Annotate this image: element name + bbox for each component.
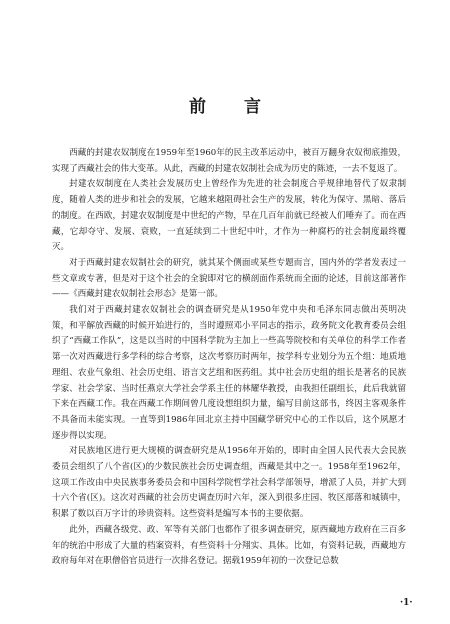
paragraph: 封建农奴制度在人类社会发展历史上曾经作为先进的社会制度合乎规律地替代了奴隶制度，随着人类的进步和社会的发展，它越来越阻碍社会生产的发展，转化为保守、黑暗、落后的制度。在西欧，封建农奴制度是中世纪的产物，早在几百年前就已经被人们唾弃了。而在西藏，它却夺守、发展、衰败，一直延续到二十世纪中叶，才作为一种腐朽的社会制度最终覆灭。 — [52, 179, 406, 253]
page-title: 前 言 — [189, 97, 277, 117]
body-text — [52, 146, 406, 570]
paragraph: 我们对于西藏封建农奴制社会的调查研究是从1950年党中央和毛泽东同志做出英明决策，和平解放西藏的时候开始进行的，当时遵照邓小平同志的指示，政务院文化教育委员会组织了“西藏工作队”，这是以当时的中国科学院为主加上一些高等院校和有关单位的科学工作者第一次对西藏进行多学科的综合考察，这次考察历时两年，按学科专业划分为五个组：地质地理组、农业气象组、社会历史组、语言文艺组和医药组。其中社会历史组的组长是著名的民族学家、社会学家、当时任燕京大学社会学系主任的林耀华教授，由我担任副组长，此后我就留下来在西藏工作。我在西藏工作期间曾几度设想组织力量，编写目前这部书，终因主客观条件不具备而未能实现。一直等到1986年回北京主持中国藏学研究中心的工作以后，这个夙愿才逐步得以实现。 — [52, 305, 406, 441]
paragraph: 对民族地区进行更大规模的调查研究是从1956年开始的，即时由全国人民代表大会民族委员会组织了八个省(区)的少数民族社会历史调查组，西藏是其中之一。1958年至1962年，这项工作改由中央民族事务委员会和中国科学院哲学社会科学部领导，增派了人员，并扩大到十六个省(区)。这次对西藏的社会历史调查历时六年，深入到很多庄园、牧区部落和城镇中，积累了数以百万字计的珍贵资料。这些资料是编写本书的主要依据。 — [52, 446, 406, 520]
page-number: ·1· — [400, 598, 413, 608]
paragraph: 对于西藏封建农奴制社会的研究，就其某个侧面或某些专题而言，国内外的学者发表过一些文章或专著，但是对于这个社会的全貌即对它的横剖面作系统而全面的论述，目前这部著作——《西藏封建农奴制社会形态》是第一部。 — [52, 257, 406, 300]
paragraph: 此外，西藏各级党、政、军等有关部门也都作了很多调查研究，原西藏地方政府在三百多年的统治中形成了大量的档案资料，有些资料十分翔实、具体。比如，有资料记载，西藏地方政府每年对在职僧俗官员进行一次排名登记。据载1959年初的一次登记总数 — [52, 524, 406, 567]
paragraph: 西藏的封建农奴制度在1959年至1960年的民主改革运动中，被百万翻身农奴彻底推毁，实现了西藏社会的伟大变革。从此，西藏的封建农奴制社会成为历史的陈迹，一去不复返了。 — [52, 148, 406, 174]
